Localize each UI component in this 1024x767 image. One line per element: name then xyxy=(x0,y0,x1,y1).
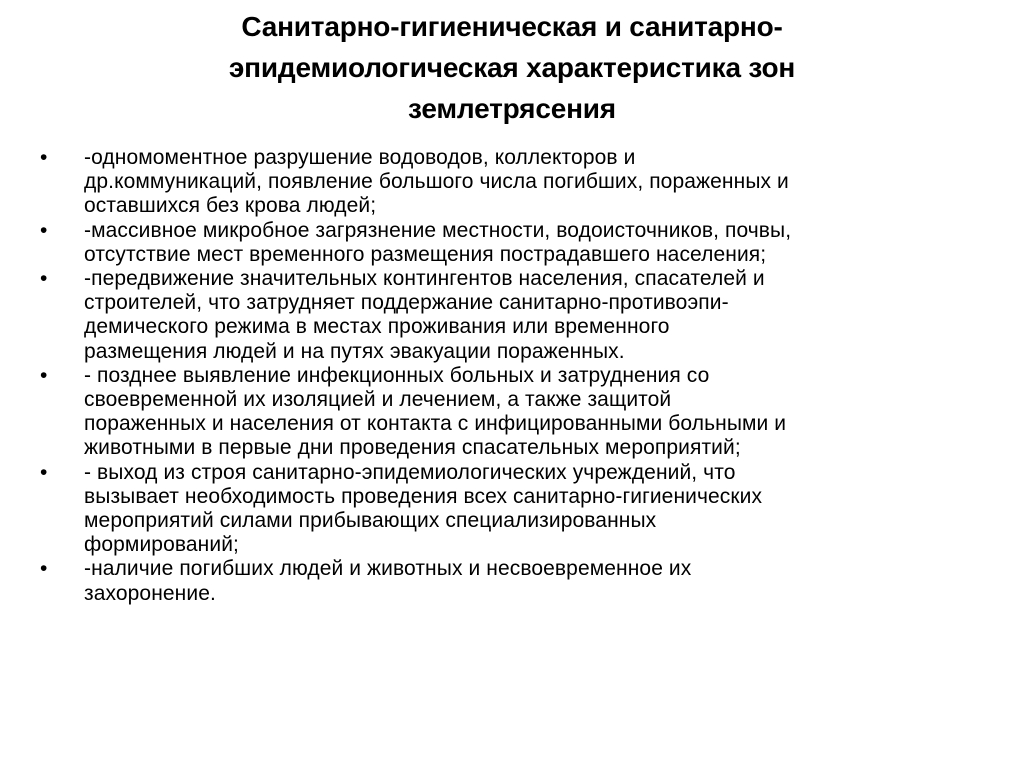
bullet-text-line: - позднее выявление инфекционных больных и затруднения со xyxy=(84,363,710,387)
bullet-text-line: размещения людей и на путях эвакуации пораженных. xyxy=(84,339,625,363)
bullet-text-line: формирований; xyxy=(84,533,239,557)
slide-title xyxy=(80,6,944,129)
bullet-text-line: -массивное микробное загрязнение местности, водоисточников, почвы, xyxy=(84,218,792,242)
bullet-text xyxy=(84,557,960,605)
bullet-text-line: -одномоментное разрушение водоводов, коллекторов и xyxy=(84,146,636,169)
bullet-item xyxy=(40,461,960,558)
bullet-text-line: мероприятий силами прибывающих специализированных xyxy=(84,509,657,533)
bullet-text-line: животными в первые дни проведения спасательных мероприятий; xyxy=(84,436,741,460)
bullet-text-line: др.коммуникаций, появление большого числа погибших, пораженных и xyxy=(84,170,789,194)
bullet-text-line: демического режима в местах проживания или временного xyxy=(84,315,670,339)
slide-title-line: Санитарно-гигиеническая и санитарно- xyxy=(241,11,783,42)
bullet-item xyxy=(40,219,960,267)
bullet-text-line: - выход из строя санитарно-эпидемиологических учреждений, что xyxy=(84,460,736,484)
bullet-text-line: -наличие погибших людей и животных и несвоевременное их xyxy=(84,557,692,581)
bullet-text-line: пораженных и населения от контакта с инфицированными больными и xyxy=(84,412,787,436)
bullet-text-line: строителей, что затрудняет поддержание санитарно-противоэпи- xyxy=(84,291,729,315)
bullet-marker: • xyxy=(40,460,48,484)
bullet-marker: • xyxy=(40,363,48,387)
slide-title-line: эпидемиологическая характеристика зон xyxy=(228,52,796,83)
bullet-item xyxy=(40,146,960,219)
bullet-text-line: своевременной их изоляцией и лечением, а также защитой xyxy=(84,388,672,412)
bullet-item xyxy=(40,267,960,364)
bullet-marker: • xyxy=(40,218,48,242)
slide-title-line: землетрясения xyxy=(408,93,616,124)
bullet-text xyxy=(84,461,960,558)
bullet-text xyxy=(84,364,960,461)
bullet-item xyxy=(40,364,960,461)
bullet-list xyxy=(40,146,960,606)
bullet-text-line: -передвижение значительных контингентов населения, спасателей и xyxy=(84,267,765,291)
bullet-text xyxy=(84,146,960,219)
bullet-text-line: захоронение. xyxy=(84,581,216,605)
bullet-text-line: отсутствие мест временного размещения пострадавшего населения; xyxy=(84,242,767,266)
bullet-marker: • xyxy=(40,267,48,291)
bullet-text-line: вызывает необходимость проведения всех санитарно-гигиенических xyxy=(84,484,763,508)
bullet-text xyxy=(84,219,960,267)
bullet-text xyxy=(84,267,960,364)
bullet-text-line: оставшихся без крова людей; xyxy=(84,194,377,218)
bullet-marker: • xyxy=(40,557,48,581)
bullet-item xyxy=(40,557,960,605)
bullet-marker: • xyxy=(40,146,48,169)
